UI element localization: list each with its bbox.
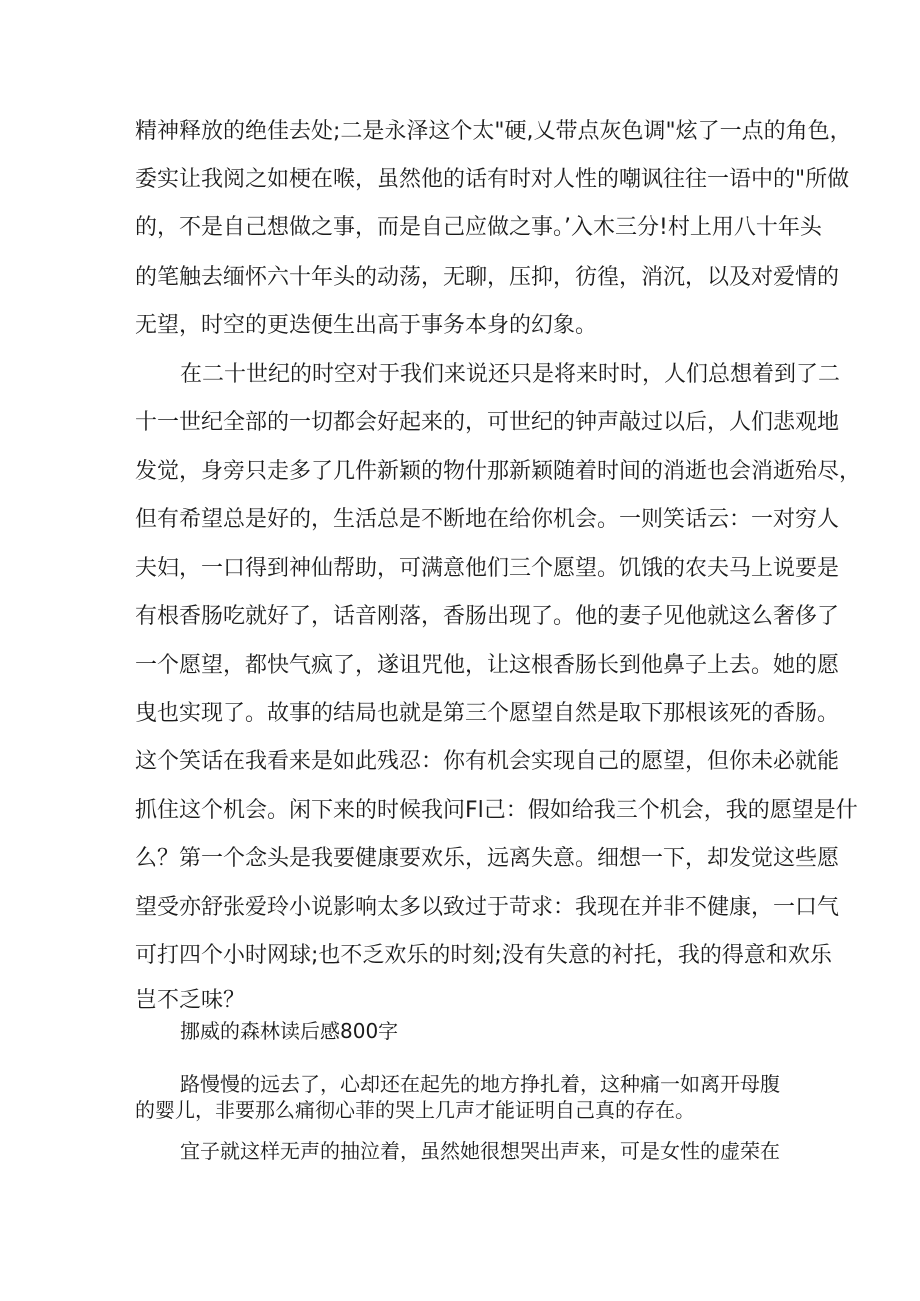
text-line: 这个笑话在我看来是如此残忍：你有机会实现自己的愿望，但你未必就能	[135, 749, 840, 774]
text-line: 路慢慢的远去了，心却还在起先的地方挣扎着，这种痛一如离开母腹	[180, 1072, 780, 1096]
text-line: 的笔触去缅怀六十年头的动荡，无聊，压抑，彷徨，消沉，以及对爱情的	[135, 265, 840, 290]
text-line: 夫妇，一口得到神仙帮助，可满意他们三个愿望。饥饿的农夫马上说要是	[135, 556, 840, 581]
text-line: 岂不乏味？	[135, 988, 246, 1013]
text-line: 一个愿望，都快气疯了，遂诅咒他，让这根香肠长到他鼻子上去。她的愿	[135, 653, 840, 678]
text-line: 么？第一个念头是我要健康要欢乐，远离失意。细想一下，却发觉这些愿	[135, 846, 840, 871]
text-line: 发觉，身旁只走多了几件新颖的物什那新颖随着时间的消逝也会消逝殆尽，	[135, 459, 862, 484]
text-line: 的，不是自己想做之事，而是自己应做之事。’入木三分!村上用八十年头	[135, 215, 822, 240]
text-line: 有根香肠吃就好了，话音刚落，香肠出现了。他的妻子见他就这么奢侈了	[135, 604, 840, 629]
text-line: 望受亦舒张爱玲小说影响太多以致过于苛求：我现在并非不健康，一口气	[135, 895, 840, 920]
text-line: 抓住这个机会。闲下来的时候我问Fl己：假如给我三个机会，我的愿望是什	[135, 798, 858, 823]
text-line: 可打四个小时网球;也不乏欢乐的时刻;没有失意的衬托，我的得意和欢乐	[135, 943, 832, 968]
text-line: 但有希望总是好的，生活总是不断地在给你机会。一则笑话云：一对穷人	[135, 507, 840, 532]
section-heading: 挪威的森林读后感800字	[180, 1019, 399, 1043]
text-line: 的婴儿，非要那么痛彻心菲的哭上几声才能证明自己真的存在。	[135, 1098, 695, 1122]
text-line: 委实让我阅之如梗在喉，虽然他的话有时对人性的嘲讽往往一语中的"所做	[135, 167, 850, 192]
text-line: 无望，时空的更迭便生出高于事务本身的幻象。	[135, 313, 598, 338]
text-line: 精神释放的绝佳去处;二是永泽这个太"硬,乂带点灰色调"炫了一点的角色，	[135, 119, 852, 144]
text-line: 宜子就这样无声的抽泣着，虽然她很想哭出声来，可是女性的虚荣在	[180, 1139, 780, 1163]
text-line: 曳也实现了。故事的结局也就是第三个愿望自然是取下那根该死的香肠。	[135, 701, 840, 726]
text-line: 在二十世纪的时空对于我们来说还只是将来时时，人们总想着到了二	[180, 362, 841, 387]
text-line: 十一世纪全部的一切都会好起来的，可世纪的钟声敲过以后，人们悲观地	[135, 410, 840, 435]
